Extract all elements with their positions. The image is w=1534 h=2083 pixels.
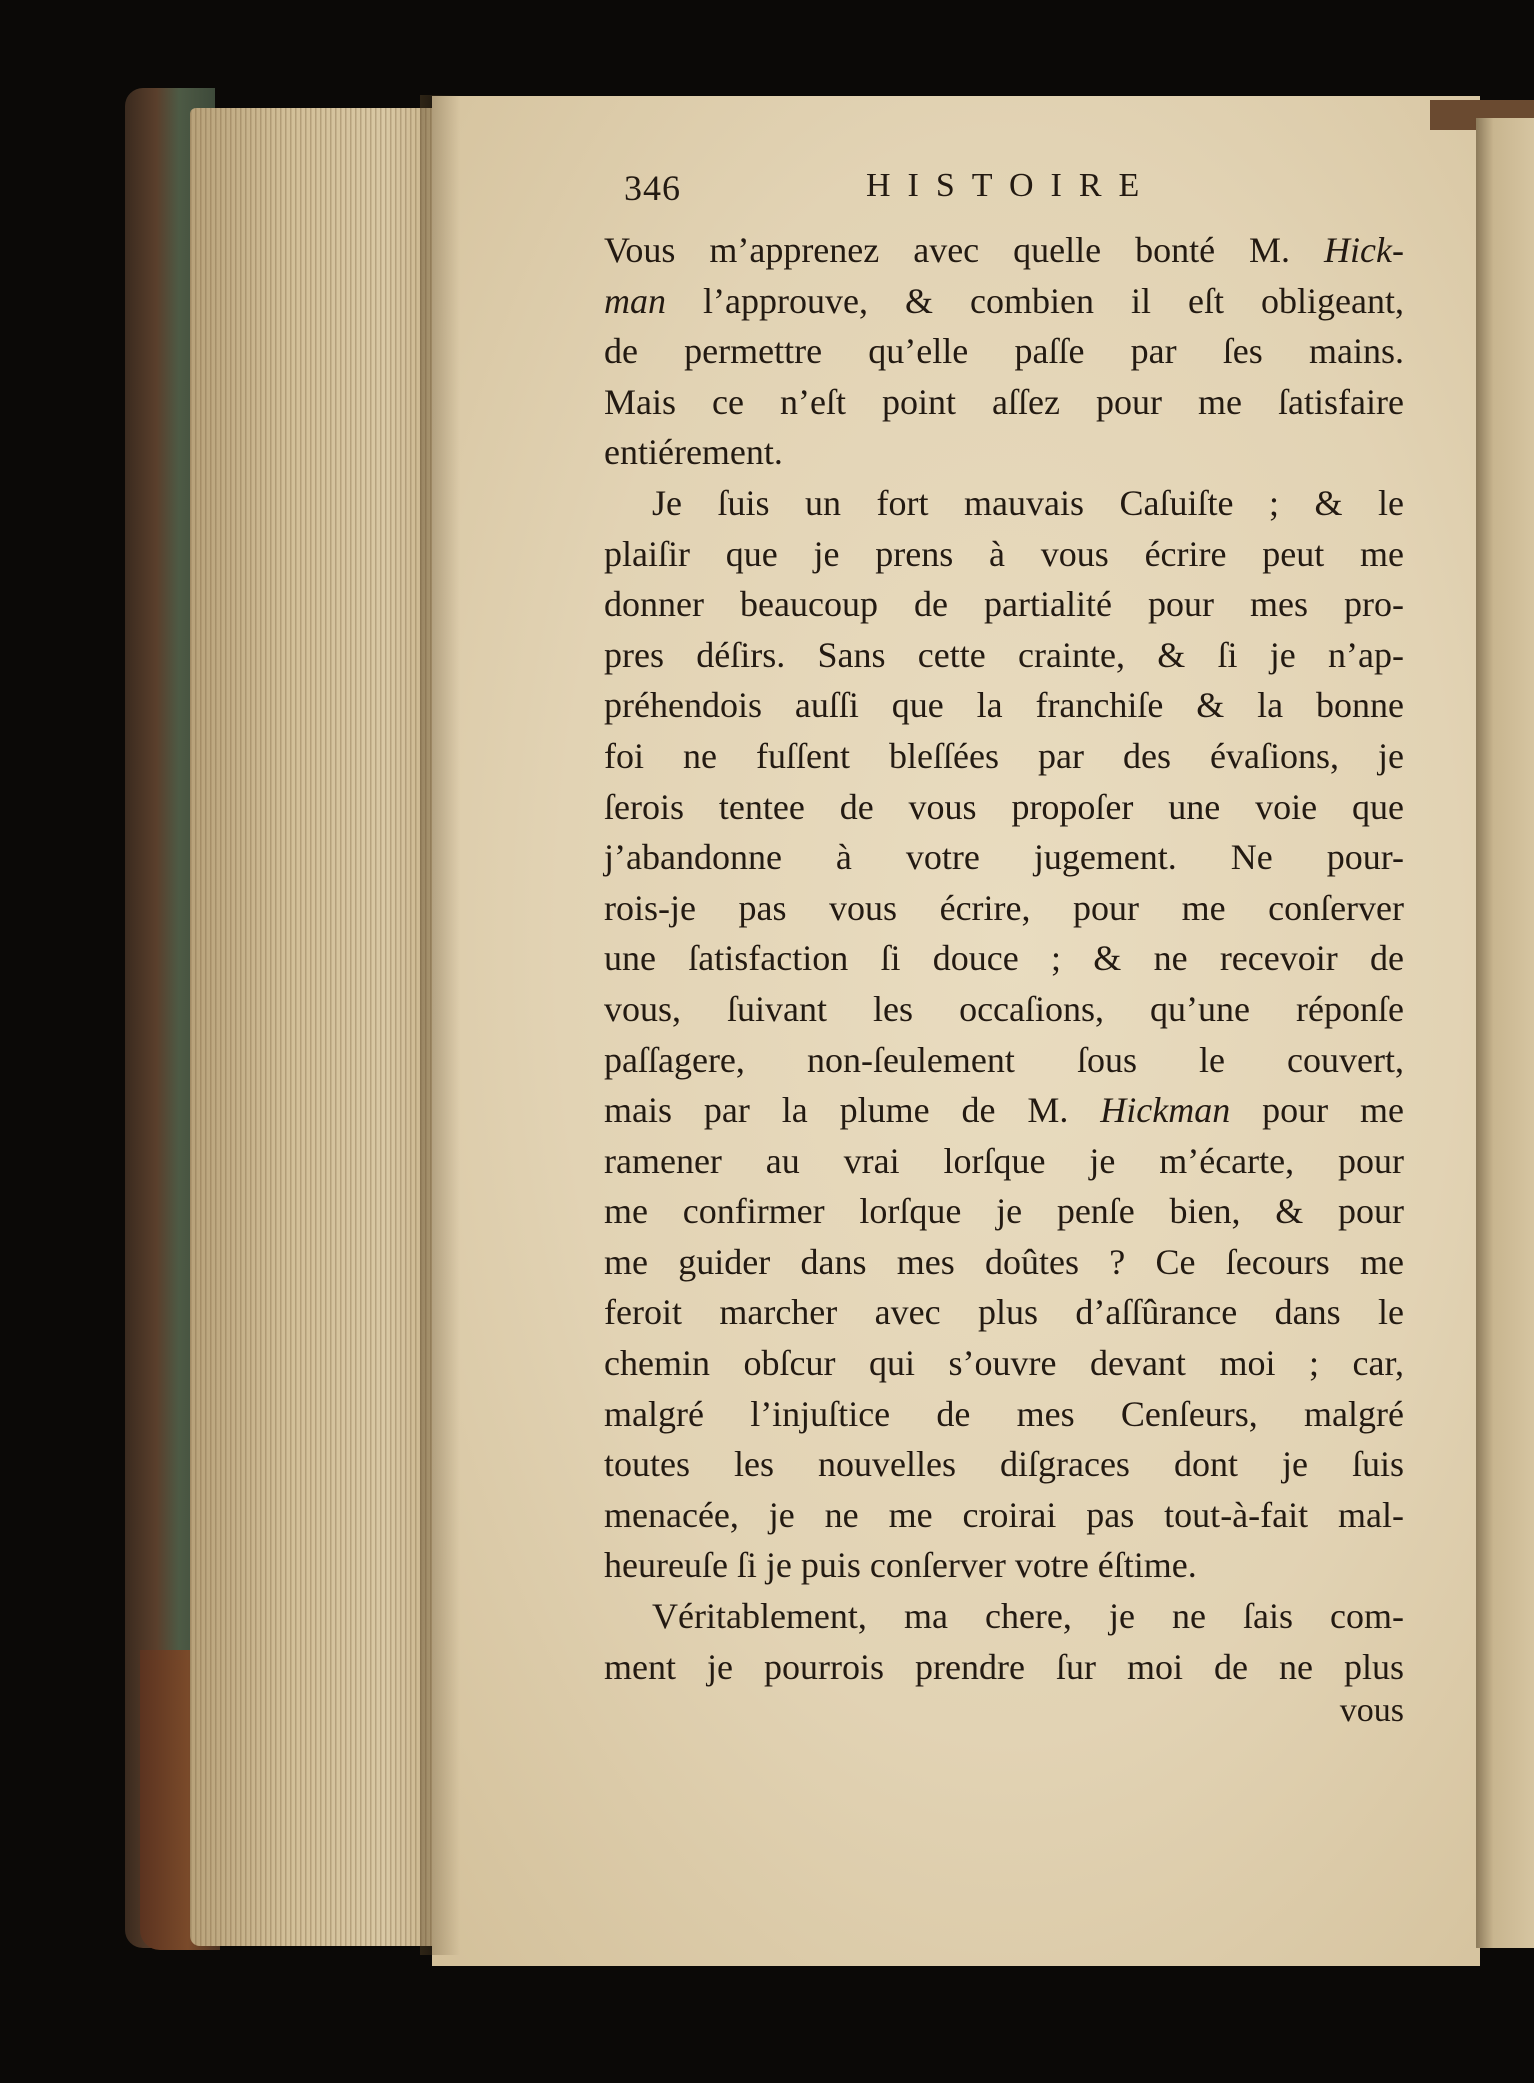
text-line xyxy=(604,731,1404,782)
running-head: HISTOIRE xyxy=(866,167,1157,204)
text-run: préhendois auſſi que la franchiſe & la bonne xyxy=(604,685,1404,726)
text-line xyxy=(604,326,1404,377)
text-run: heureuſe ſi je puis conſerver votre éſtime. xyxy=(604,1545,1197,1586)
text-line xyxy=(604,1338,1404,1389)
text-run: Mais ce n’eſt point aſſez pour me ſatisfaire xyxy=(604,381,1404,422)
text-line xyxy=(604,1591,1404,1642)
text-run: foi ne fuſſent bleſſées par des évaſions, je xyxy=(604,735,1404,776)
text-run: l’approuve, & combien il eſt obligeant, xyxy=(666,280,1404,321)
text-run: vous, ſuivant les occaſions, qu’une réponſe xyxy=(604,988,1404,1029)
text-line xyxy=(604,1287,1404,1338)
text-run: rois-je pas vous écrire, pour me conſerver xyxy=(604,887,1404,928)
text-run: entiérement. xyxy=(604,432,783,473)
page-text-block xyxy=(604,165,1404,1730)
text-run: pres déſirs. Sans cette crainte, & ſi je n’ap- xyxy=(604,634,1404,675)
text-line xyxy=(604,832,1404,883)
text-line xyxy=(604,1490,1404,1541)
text-line xyxy=(604,1439,1404,1490)
text-line xyxy=(604,225,1404,276)
text-line xyxy=(604,529,1404,580)
text-run: donner beaucoup de partialité pour mes pro- xyxy=(604,584,1404,625)
text-run: me guider dans mes doûtes ? Ce ſecours me xyxy=(604,1241,1404,1282)
text-run: pour me xyxy=(1230,1090,1404,1131)
text-run: Vous m’apprenez avec quelle bonté M. xyxy=(604,230,1325,270)
body-text xyxy=(604,225,1404,1730)
text-line xyxy=(604,478,1404,529)
text-run: plaiſir que je prens à vous écrire peut me xyxy=(604,533,1404,574)
text-line xyxy=(604,1540,1404,1591)
text-line xyxy=(604,1136,1404,1187)
text-run: de permettre qu’elle paſſe par ſes mains. xyxy=(604,331,1404,372)
text-run: Je ſuis un fort mauvais Caſuiſte ; & le xyxy=(652,482,1404,523)
text-line xyxy=(604,1085,1404,1136)
text-run: me confirmer lorſque je penſe bien, & pour xyxy=(604,1191,1404,1232)
italic-name: Hick- xyxy=(1324,230,1404,270)
text-line xyxy=(604,579,1404,630)
text-run: chemin obſcur qui s’ouvre devant moi ; car, xyxy=(604,1343,1404,1384)
page-header xyxy=(604,165,1404,225)
text-line xyxy=(604,933,1404,984)
text-run: malgré l’injuſtice de mes Cenſeurs, malgré xyxy=(604,1393,1404,1434)
text-run: ramener au vrai lorſque je m’écarte, pour xyxy=(604,1140,1404,1181)
text-line xyxy=(604,1035,1404,1086)
text-line xyxy=(604,377,1404,428)
text-run: toutes les nouvelles diſgraces dont je ſuis xyxy=(604,1444,1404,1485)
text-line xyxy=(604,680,1404,731)
text-run: feroit marcher avec plus d’aſſûrance dans le xyxy=(604,1292,1404,1333)
text-line xyxy=(604,883,1404,934)
text-run: mais par la plume de M. xyxy=(604,1090,1101,1131)
text-run: ſerois tentee de vous propoſer une voie que xyxy=(604,786,1404,827)
text-line xyxy=(604,427,1404,478)
text-run: paſſagere, non-ſeulement ſous le couvert, xyxy=(604,1039,1404,1080)
text-line xyxy=(604,276,1404,327)
text-run: Véritablement, ma chere, je ne ſais com- xyxy=(652,1596,1404,1637)
text-run: une ſatisfaction ſi douce ; & ne recevoir de xyxy=(604,938,1404,979)
italic-name: Hickman xyxy=(1100,1090,1231,1131)
text-line xyxy=(604,984,1404,1035)
page-number: 346 xyxy=(624,168,681,208)
text-line xyxy=(604,1186,1404,1237)
facing-page-edge xyxy=(1476,118,1534,1948)
gutter-shadow xyxy=(420,95,460,1955)
text-run: ment je pourrois prendre ſur moi de ne plus xyxy=(604,1646,1404,1687)
text-line xyxy=(604,1389,1404,1440)
text-line xyxy=(604,1237,1404,1288)
text-line xyxy=(604,1642,1404,1693)
text-line xyxy=(604,630,1404,681)
page-edges-stack xyxy=(190,108,435,1946)
catchword: vous xyxy=(1339,1692,1404,1730)
text-run: j’abandonne à votre jugement. Ne pour- xyxy=(604,837,1404,878)
text-line xyxy=(604,782,1404,833)
text-run: menacée, je ne me croirai pas tout-à-fait mal- xyxy=(604,1494,1404,1535)
italic-name: man xyxy=(604,280,666,321)
